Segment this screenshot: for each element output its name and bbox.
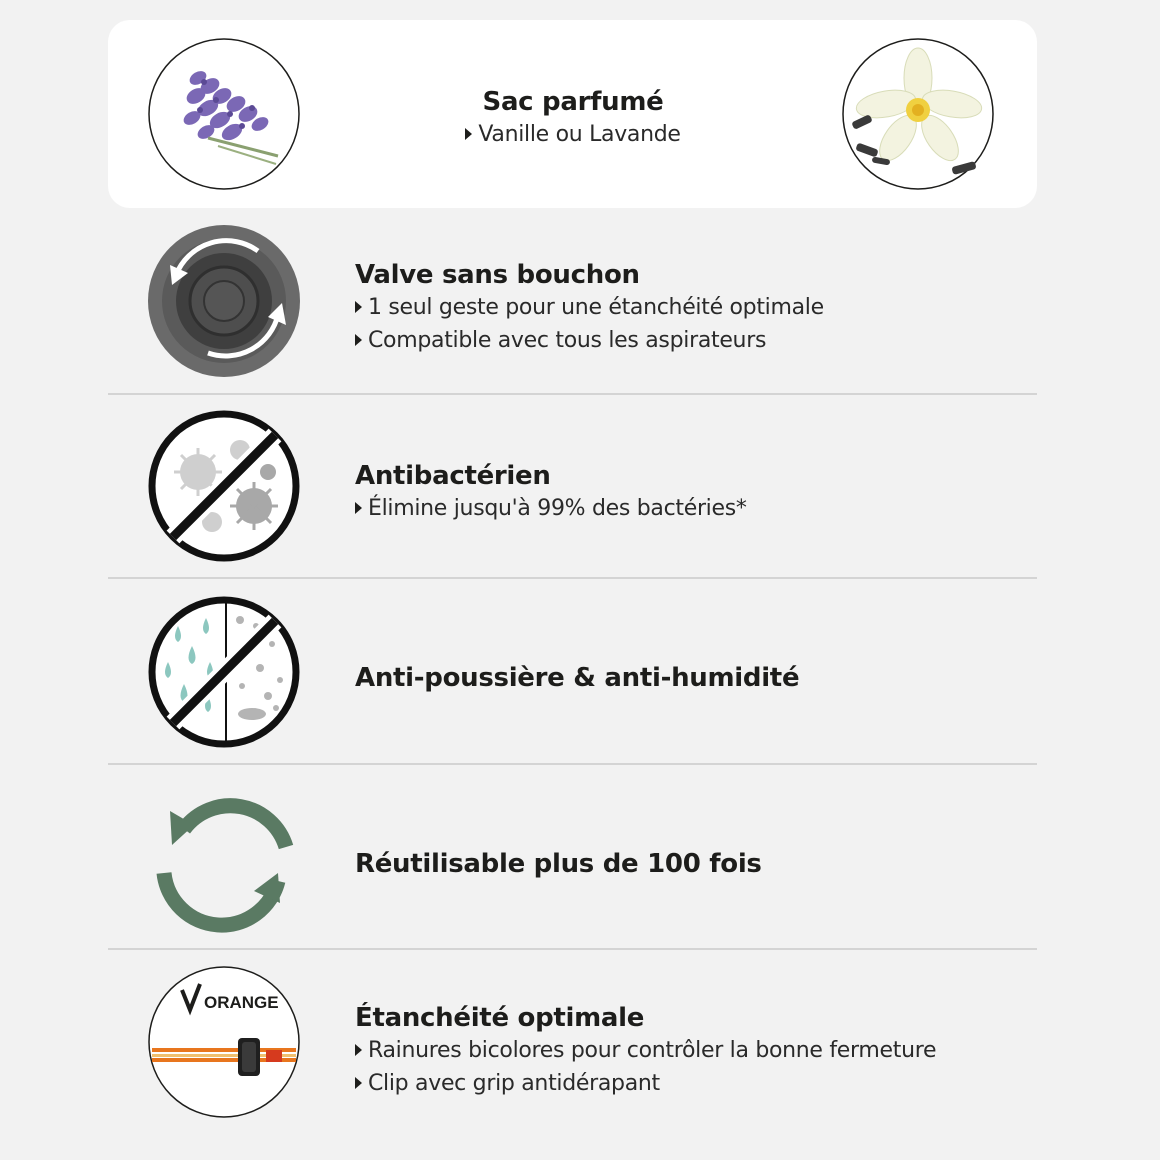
- bullet-arrow-icon: [465, 128, 472, 140]
- divider: [108, 948, 1037, 950]
- divider: [108, 393, 1037, 395]
- bullet-arrow-icon: [355, 301, 362, 313]
- bullet-text: Élimine jusqu'à 99% des bactéries*: [368, 496, 747, 521]
- section-title: Antibactérien: [355, 461, 551, 491]
- no-bacteria-icon: [148, 410, 300, 562]
- bullet-item: [355, 324, 824, 357]
- orange-seal-clip-icon: [148, 966, 300, 1118]
- bullet-text: Vanille ou Lavande: [478, 122, 681, 147]
- recycle-arrows-icon: [148, 781, 300, 933]
- divider: [108, 577, 1037, 579]
- divider: [108, 763, 1037, 765]
- section-title: Valve sans bouchon: [355, 260, 640, 290]
- bullet-arrow-icon: [355, 1044, 362, 1056]
- bullet-arrow-icon: [355, 502, 362, 514]
- valve-icon: [148, 225, 300, 377]
- bullet-text: Clip avec grip antidérapant: [368, 1071, 660, 1096]
- vanilla-flower-icon: [842, 38, 994, 190]
- bullet-item: [408, 118, 738, 151]
- bullet-item: [355, 291, 824, 324]
- bullet-item: [355, 1034, 936, 1067]
- section-title: Anti-poussière & anti-humidité: [355, 663, 800, 693]
- bullet-item: [355, 1067, 936, 1100]
- bullet-item: [355, 492, 747, 525]
- lavender-icon: [148, 38, 300, 190]
- bullet-text: Rainures bicolores pour contrôler la bonne fermeture: [368, 1038, 937, 1063]
- section-title: Étanchéité optimale: [355, 1003, 645, 1033]
- section-title: Sac parfumé: [482, 87, 664, 117]
- bullet-arrow-icon: [355, 334, 362, 346]
- bullet-text: 1 seul geste pour une étanchéité optimale: [368, 295, 824, 320]
- bullet-text: Compatible avec tous les aspirateurs: [368, 328, 767, 353]
- seal-label: ORANGE: [204, 993, 279, 1012]
- section-title: Réutilisable plus de 100 fois: [355, 849, 762, 879]
- no-dust-humidity-icon: [148, 596, 300, 748]
- bullet-arrow-icon: [355, 1077, 362, 1089]
